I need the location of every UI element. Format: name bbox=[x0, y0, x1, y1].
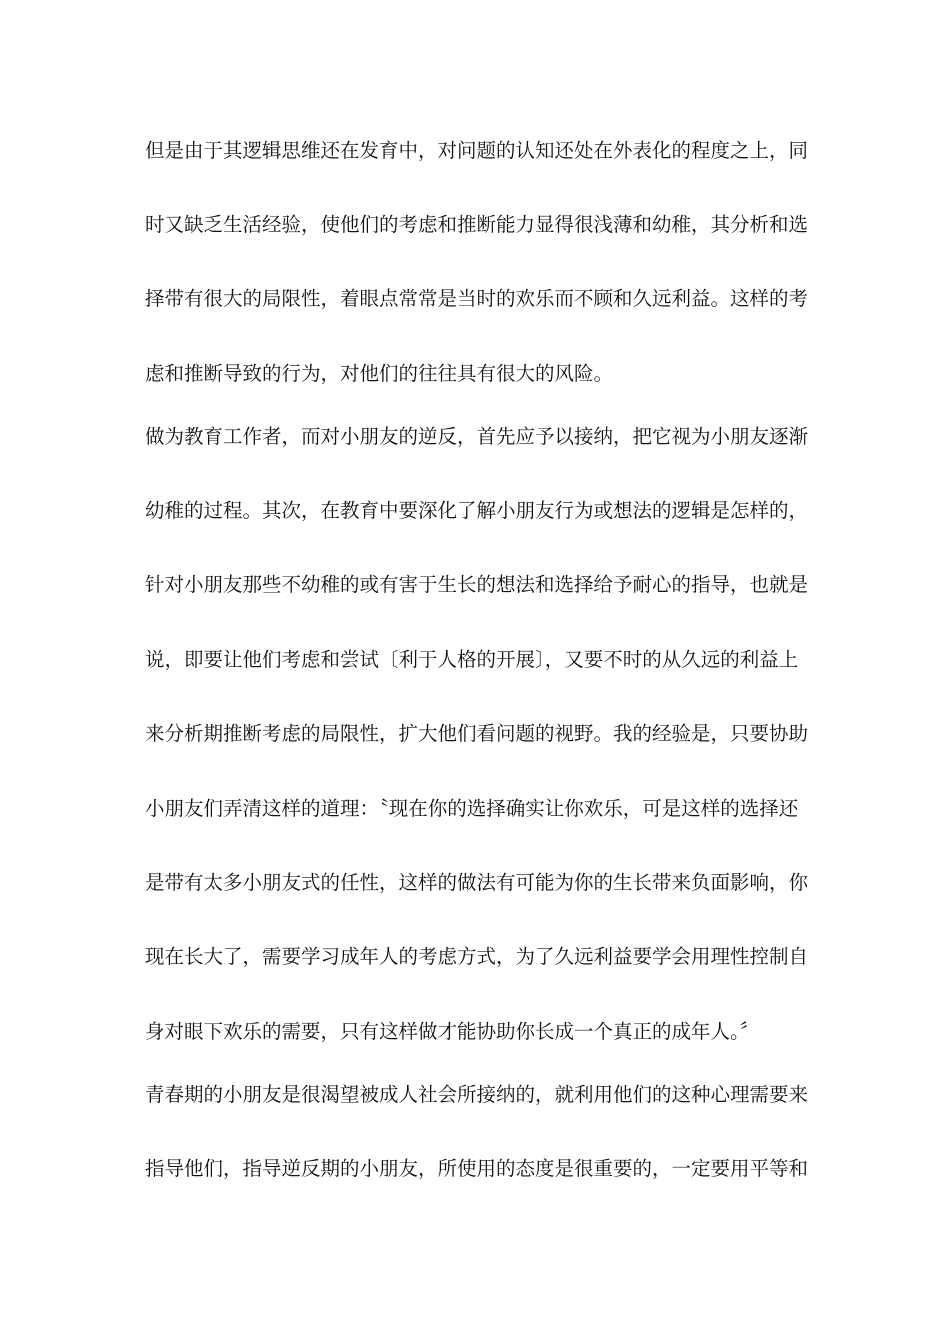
paragraph-line: 但是由于其逻辑思维还在发育中，对问题的认知还处在外表化的程度之上，同 bbox=[145, 139, 809, 162]
paragraph-line: 说，即要让他们考虑和尝试〔利于人格的开展〕，又要不时的从久远的利益上 bbox=[145, 648, 799, 671]
paragraph-line: 青春期的小朋友是很渴望被成人社会所接纳的，就利用他们的这种心理需要来 bbox=[145, 1083, 809, 1106]
paragraph-line: 现在长大了，需要学习成年人的考虑方式，为了久远利益要学会用理性控制自 bbox=[145, 945, 809, 968]
paragraph-line: 时又缺乏生活经验，使他们的考虑和推断能力显得很浅薄和幼稚，其分析和选 bbox=[145, 213, 809, 236]
paragraph-line: 来分析期推断考虑的局限性，扩大他们看问题的视野。我的经验是，只要协助 bbox=[145, 722, 809, 745]
paragraph-line: 针对小朋友那些不幼稚的或有害于生长的想法和选择给予耐心的指导，也就是 bbox=[145, 573, 809, 596]
paragraph-line: 择带有很大的局限性，着眼点常常是当时的欢乐而不顾和久远利益。这样的考 bbox=[145, 287, 809, 310]
paragraph-line: 身对眼下欢乐的需要，只有这样做才能协助你长成一个真正的成年人。〞 bbox=[145, 1020, 760, 1043]
paragraph-line: 是带有太多小朋友式的任性，这样的做法有可能为你的生长带来负面影响，你 bbox=[145, 871, 809, 894]
paragraph-line: 虑和推断导致的行为，对他们的往往具有很大的风险。 bbox=[145, 362, 614, 385]
paragraph-line: 小朋友们弄清这样的道理：〝现在你的选择确实让你欢乐，可是这样的选择还 bbox=[145, 797, 799, 820]
paragraph-line: 做为教育工作者，而对小朋友的逆反，首先应予以接纳，把它视为小朋友逐渐 bbox=[145, 425, 809, 448]
paragraph-line: 幼稚的过程。其次，在教育中要深化了解小朋友行为或想法的逻辑是怎样的， bbox=[145, 499, 809, 522]
paragraph-line: 指导他们，指导逆反期的小朋友，所使用的态度是很重要的，一定要用平等和 bbox=[145, 1157, 809, 1180]
